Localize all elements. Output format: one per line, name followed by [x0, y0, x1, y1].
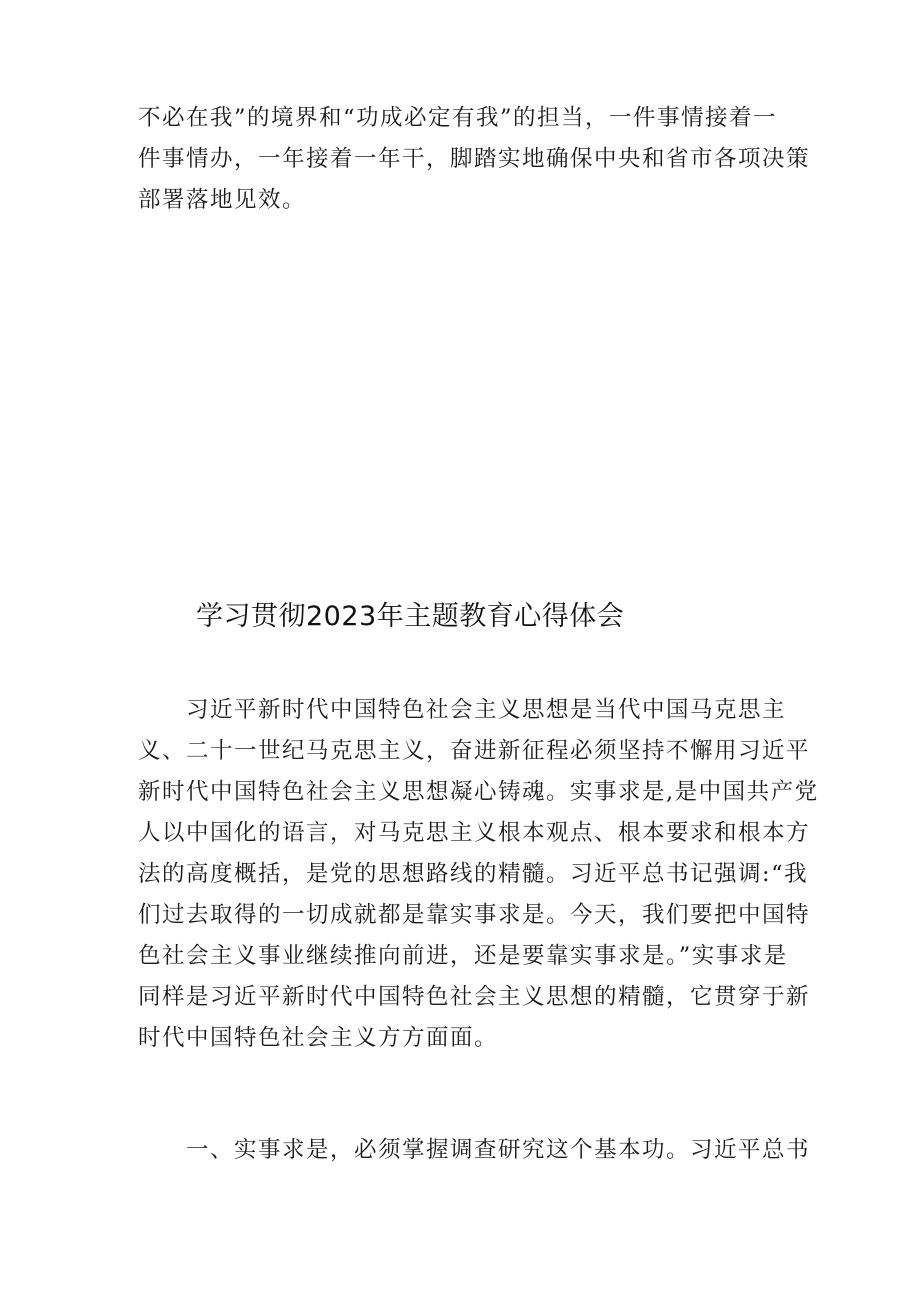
text-line: 同样是习近平新时代中国特色社会主义思想的精髓，它贯穿于新 — [138, 984, 811, 1010]
body-paragraph-2 — [138, 1130, 811, 1171]
text-line: 法的高度概括，是党的思想路线的精髓。习近平总书记强调:“我 — [138, 861, 809, 887]
text-line: 们过去取得的一切成就都是靠实事求是。今天，我们要把中国特 — [138, 902, 811, 928]
text-line: 一、实事求是，必须掌握调查研究这个基本功。习近平总书 — [138, 1137, 811, 1163]
text-line: 色社会主义事业继续推向前进，还是要靠实事求是。”实事求是 — [138, 943, 788, 969]
text-line: 不必在我”的境界和“功成必定有我”的担当，一件事情接着一 — [138, 105, 778, 131]
text-line: 部署落地见效。 — [138, 187, 307, 213]
article-title: 学习贯彻2023年主题教育心得体会 — [196, 601, 625, 632]
text-line: 时代中国特色社会主义方方面面。 — [138, 1025, 499, 1051]
text-line: 人以中国化的语言，对马克思主义根本观点、根本要求和根本方 — [138, 820, 811, 846]
text-line: 新时代中国特色社会主义思想凝心铸魂。实事求是,是中国共产党 — [138, 779, 819, 805]
body-paragraph-1 — [138, 690, 819, 1059]
text-line: 件事情办，一年接着一年干，脚踏实地确保中央和省市各项决策 — [138, 146, 811, 172]
text-line: 义、二十一世纪马克思主义，奋进新征程必须坚持不懈用习近平 — [138, 738, 811, 764]
text-line: 习近平新时代中国特色社会主义思想是当代中国马克思主 — [138, 697, 787, 723]
continuation-paragraph — [138, 98, 811, 221]
